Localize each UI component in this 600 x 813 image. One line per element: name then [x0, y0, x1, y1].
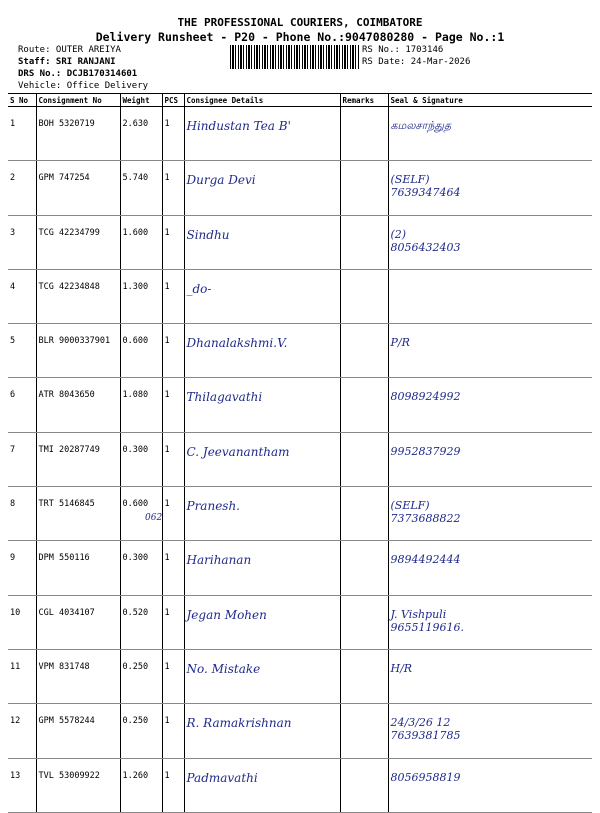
cell-pcs: 1	[162, 215, 184, 269]
col-details: Consignee Details	[184, 94, 340, 107]
cell-weight: 0.600	[120, 487, 162, 541]
cell-consignment: GPM 5578244	[36, 704, 120, 758]
cell-signature	[388, 487, 592, 541]
col-remarks: Remarks	[340, 94, 388, 107]
table-row	[8, 487, 592, 541]
barcode	[230, 45, 360, 69]
cell-sno: 9	[8, 541, 36, 595]
cell-sno: 13	[8, 758, 36, 812]
cell-pcs: 1	[162, 487, 184, 541]
col-weight: Weight	[120, 94, 162, 107]
cell-details: _do-	[184, 269, 340, 323]
signature-text: J. Vishpuli	[390, 607, 447, 621]
cell-pcs: 1	[162, 595, 184, 649]
signature-text: 7639347464	[390, 186, 461, 200]
cell-remarks	[340, 215, 388, 269]
cell-sno: 8	[8, 487, 36, 541]
signature-text: 9894492444	[390, 553, 461, 567]
cell-consignment: CGL 4034107	[36, 595, 120, 649]
cell-remarks	[340, 161, 388, 215]
cell-weight: 5.740	[120, 161, 162, 215]
table-row	[8, 269, 592, 323]
cell-pcs: 1	[162, 378, 184, 432]
signature-text: கமலசாந்துத	[390, 119, 452, 132]
signature-text: (2)	[390, 227, 407, 241]
col-consignment: Consignment No	[36, 94, 120, 107]
cell-weight: 0.600	[120, 324, 162, 378]
cell-sno: 5	[8, 324, 36, 378]
table-row	[8, 107, 592, 161]
cell-weight: 1.080	[120, 378, 162, 432]
cell-signature	[388, 649, 592, 703]
cell-pcs: 1	[162, 324, 184, 378]
table-row	[8, 758, 592, 812]
table-row	[8, 161, 592, 215]
cell-consignment: TVL 53009922	[36, 758, 120, 812]
col-pcs: PCS	[162, 94, 184, 107]
cell-pcs: 1	[162, 107, 184, 161]
rs-date: RS Date: 24-Mar-2026	[362, 57, 471, 67]
cell-pcs: 1	[162, 649, 184, 703]
signature-text: (SELF)	[390, 173, 430, 187]
cell-weight: 1.260	[120, 758, 162, 812]
signature-text: 9655119616.	[390, 620, 464, 634]
signature-text: 24/3/26 12	[390, 716, 451, 730]
rs-number: RS No.: 1703146	[362, 45, 444, 55]
cell-remarks	[340, 649, 388, 703]
cell-signature	[388, 324, 592, 378]
cell-sno: 12	[8, 704, 36, 758]
cell-remarks	[340, 432, 388, 486]
table-body	[8, 107, 592, 813]
cell-remarks	[340, 269, 388, 323]
cell-remarks	[340, 541, 388, 595]
cell-details: Thilagavathi	[184, 378, 340, 432]
cell-remarks	[340, 595, 388, 649]
cell-sno: 4	[8, 269, 36, 323]
cell-consignment: BOH 5320719	[36, 107, 120, 161]
cell-details: Hindustan Tea B'	[184, 107, 340, 161]
cell-weight: 0.250	[120, 704, 162, 758]
cell-weight: 2.630	[120, 107, 162, 161]
cell-signature	[388, 595, 592, 649]
col-sno: S No	[8, 94, 36, 107]
cell-weight: 1.600	[120, 215, 162, 269]
cell-weight: 0.300	[120, 432, 162, 486]
signature-text: 7373688822	[390, 512, 461, 526]
signature-text: 7639381785	[390, 729, 461, 743]
signature-text: P/R	[390, 336, 410, 350]
runsheet-subtitle: Delivery Runsheet - P20 - Phone No.:9047080280 - Page No.:1	[95, 30, 505, 44]
cell-consignment: TRT 5146845	[36, 487, 120, 541]
col-seal: Seal & Signature	[388, 94, 592, 107]
cell-details: Harihanan	[184, 541, 340, 595]
cell-signature	[388, 269, 592, 323]
cell-pcs: 1	[162, 541, 184, 595]
signature-text: H/R	[390, 661, 413, 675]
cell-sno: 6	[8, 378, 36, 432]
table-row	[8, 324, 592, 378]
cell-details: Dhanalakshmi.V.	[184, 324, 340, 378]
cell-details: No. Mistake	[184, 649, 340, 703]
cell-weight: 0.300	[120, 541, 162, 595]
cell-signature	[388, 215, 592, 269]
signature-text: 8098924992	[390, 390, 461, 404]
table-header-row	[8, 94, 592, 107]
table-row	[8, 649, 592, 703]
cell-consignment: BLR 9000337901	[36, 324, 120, 378]
cell-pcs: 1	[162, 269, 184, 323]
cell-details: Padmavathi	[184, 758, 340, 812]
cell-sno: 10	[8, 595, 36, 649]
drs-label: DRS No.: DCJB170314601	[18, 69, 138, 79]
cell-remarks	[340, 324, 388, 378]
cell-sno: 3	[8, 215, 36, 269]
cell-pcs: 1	[162, 161, 184, 215]
cell-consignment: TCG 42234848	[36, 269, 120, 323]
cell-signature	[388, 704, 592, 758]
cell-signature	[388, 541, 592, 595]
cell-weight: 0.520	[120, 595, 162, 649]
table-row	[8, 541, 592, 595]
vehicle-label: Vehicle: Office Delivery	[18, 81, 149, 91]
cell-consignment: DPM 550116	[36, 541, 120, 595]
cell-sno: 11	[8, 649, 36, 703]
table-row	[8, 704, 592, 758]
table-row	[8, 378, 592, 432]
cell-consignment: VPM 831748	[36, 649, 120, 703]
staff-label: Staff: SRI RANJANI	[18, 57, 116, 67]
cell-details: C. Jeevanantham	[184, 432, 340, 486]
cell-signature	[388, 432, 592, 486]
signature-text: 8056432403	[390, 240, 461, 254]
cell-pcs: 1	[162, 704, 184, 758]
cell-signature	[388, 161, 592, 215]
handwritten-note: 062	[145, 513, 163, 523]
cell-consignment: GPM 747254	[36, 161, 120, 215]
cell-pcs: 1	[162, 432, 184, 486]
cell-remarks	[340, 378, 388, 432]
cell-weight: 0.250	[120, 649, 162, 703]
cell-consignment: TMI 20287749	[36, 432, 120, 486]
table-row	[8, 215, 592, 269]
table-row	[8, 432, 592, 486]
runsheet-table	[8, 93, 592, 813]
cell-details: Jegan Mohen	[184, 595, 340, 649]
cell-details: Sindhu	[184, 215, 340, 269]
signature-text: 8056958819	[390, 770, 461, 784]
cell-consignment: TCG 42234799	[36, 215, 120, 269]
cell-sno: 7	[8, 432, 36, 486]
cell-details: Durga Devi	[184, 161, 340, 215]
cell-details: Pranesh.	[184, 487, 340, 541]
table-row	[8, 595, 592, 649]
cell-details: R. Ramakrishnan	[184, 704, 340, 758]
cell-remarks	[340, 758, 388, 812]
cell-remarks	[340, 107, 388, 161]
signature-text: (SELF)	[390, 499, 430, 513]
cell-sno: 2	[8, 161, 36, 215]
company-title: THE PROFESSIONAL COURIERS, COIMBATORE	[177, 16, 423, 29]
cell-consignment: ATR 8043650	[36, 378, 120, 432]
signature-text: 9952837929	[390, 444, 461, 458]
cell-weight: 1.300	[120, 269, 162, 323]
cell-pcs: 1	[162, 758, 184, 812]
cell-remarks	[340, 704, 388, 758]
cell-signature	[388, 758, 592, 812]
cell-signature	[388, 107, 592, 161]
route-label: Route: OUTER AREIYA	[18, 45, 121, 55]
cell-remarks	[340, 487, 388, 541]
cell-signature	[388, 378, 592, 432]
cell-sno: 1	[8, 107, 36, 161]
